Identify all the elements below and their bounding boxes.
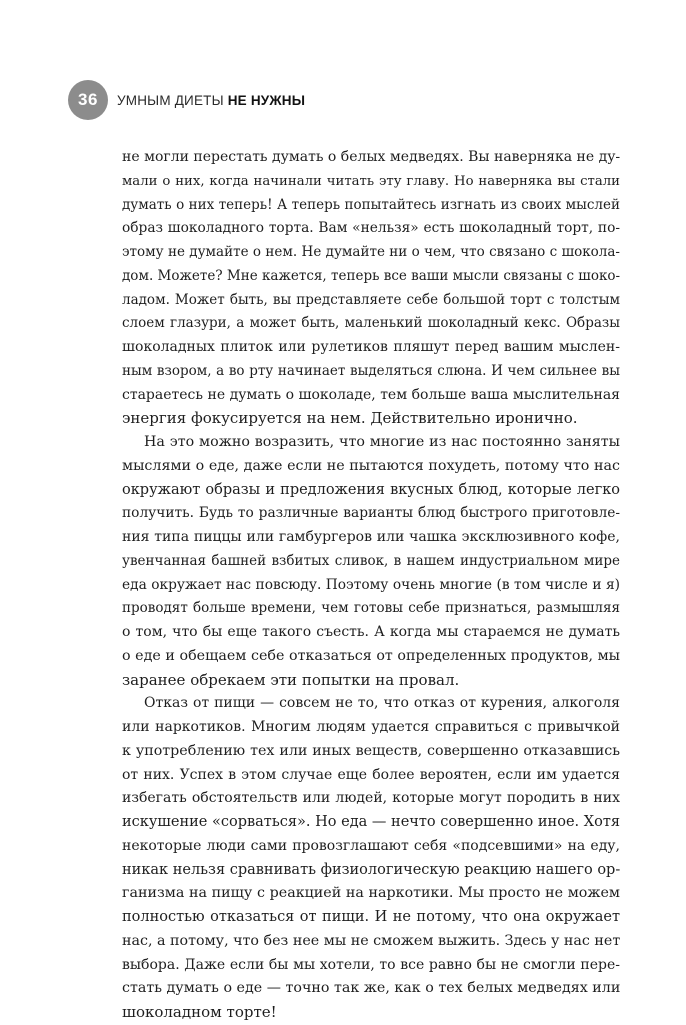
text-line: увенчанная башней взбитых сливок, в нашем индустриальном мире xyxy=(122,552,620,569)
text-line: от них. Успех в этом случае еще более вероятен, если им удается xyxy=(122,766,620,783)
text-line: окружают образы и предложения вкусных блюд, которые легко xyxy=(122,481,620,498)
running-header xyxy=(68,80,305,120)
text-line: ладом. Может быть, вы представляете себе большой торт с толстым xyxy=(122,291,620,308)
text-line: Отказ от пищи — совсем не то, что отказ от курения, алкоголя xyxy=(144,695,620,712)
text-line: стать думать о еде — точно так же, как о тех белых медведях или xyxy=(122,980,621,997)
text-line: дом. Можете? Мне кажется, теперь все ваши мысли связаны с шоко- xyxy=(122,267,621,284)
text-line: нас, а потому, что без нее мы не сможем выжить. Здесь у нас нет xyxy=(122,932,621,949)
text-line: получить. Будь то различные варианты блюд быстрого приготовле- xyxy=(122,505,620,522)
text-line: выбора. Даже если бы мы хотели, то все равно бы не смогли пере- xyxy=(122,956,620,973)
text-line: ным взором, а во рту начинает выделяться слюна. И чем сильнее вы xyxy=(122,362,620,379)
text-line: думать о них теперь! А теперь попытайтесь изгнать из своих мыслей xyxy=(122,196,620,213)
text-line: ганизма на пищу с реакцией на наркотики. Мы просто не можем xyxy=(122,885,620,902)
text-line: о том, что бы еще такого съесть. А когда мы стараемся не думать xyxy=(122,624,620,640)
running-title-emphasis: НЕ НУЖНЫ xyxy=(227,92,306,108)
text-line: энергия фокусируется на нем. Действительно иронично. xyxy=(122,409,578,428)
paragraph-1 xyxy=(122,146,620,431)
text-line: о еде и обещаем себе отказаться от определенных продуктов, мы xyxy=(122,647,620,664)
body-text xyxy=(122,146,620,1025)
text-line: На это можно возразить, что многие из нас постоянно заняты xyxy=(144,434,620,450)
paragraph-2 xyxy=(122,431,620,692)
text-line: проводят больше времени, чем готовы себе признаться, размышляя xyxy=(122,600,620,617)
page-number: 36 xyxy=(68,80,108,120)
running-title xyxy=(117,93,305,108)
text-line: шоколадном торте! xyxy=(122,1003,277,1021)
text-line: этому не думайте о нем. Не думайте ни о чем, что связано с шокола- xyxy=(122,244,620,260)
text-line: заранее обрекаем эти попытки на провал. xyxy=(122,670,460,689)
text-line: ния типа пиццы или гамбургеров или чашка эксклюзивного кофе, xyxy=(122,529,620,545)
paragraph-3 xyxy=(122,692,620,1025)
text-line: слоем глазури, а может быть, маленький шоколадный кекс. Образы xyxy=(122,315,620,332)
running-title-prefix: УМНЫМ ДИЕТЫ xyxy=(117,92,224,108)
text-line: или наркотиков. Многим людям удается справиться с привычкой xyxy=(122,719,620,735)
text-line: никак нельзя сравнивать физиологическую реакцию нашего ор- xyxy=(122,861,621,878)
text-line: некоторые люди сами провозглашают себя «подсевшими» на еду, xyxy=(122,837,620,854)
text-line: еда окружает нас повсюду. Поэтому очень многие (в том числе и я) xyxy=(122,576,620,593)
text-line: образ шоколадного торта. Вам «нельзя» есть шоколадный торт, по- xyxy=(122,220,620,237)
text-line: избегать обстоятельств или людей, которые могут породить в них xyxy=(122,790,620,807)
text-line: искушение «сорваться». Но еда — нечто совершенно иное. Хотя xyxy=(122,814,620,830)
text-line: полностью отказаться от пищи. И не потому, что она окружает xyxy=(122,909,620,925)
text-line: к употреблению тех или иных веществ, совершенно отказавшись xyxy=(122,742,620,759)
text-line: мыслями о еде, даже если не пытаются похудеть, потому что нас xyxy=(122,457,620,474)
text-line: не могли перестать думать о белых медведях. Вы наверняка не ду- xyxy=(122,149,621,165)
text-line: шоколадных плиток или рулетиков пляшут перед вашим мыслен- xyxy=(122,339,620,355)
text-line: мали о них, когда начинали читать эту главу. Но наверняка вы стали xyxy=(122,173,620,189)
text-line: стараетесь не думать о шоколаде, тем больше ваша мыслительная xyxy=(122,386,620,403)
